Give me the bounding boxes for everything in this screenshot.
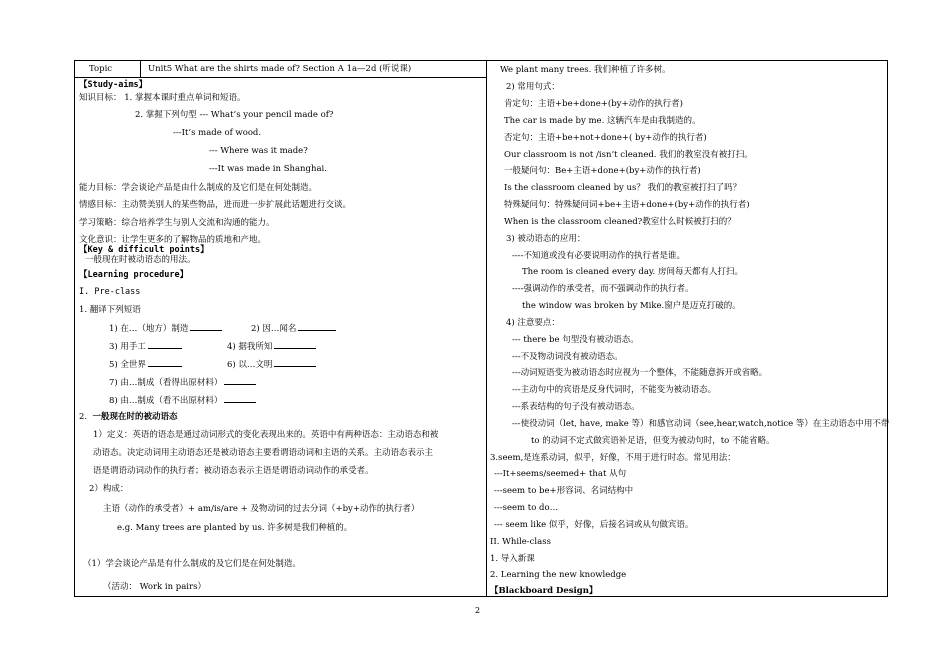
definition-line-2: 动语态。决定动词用主动语态还是被动语态主要看谓语动词和主语的关系。主动语态表示主 — [93, 448, 434, 458]
seem-usage-3: ---seem to do… — [494, 503, 559, 513]
usage-1: ----不知道或没有必要说明动作的执行者是谁。 — [512, 251, 685, 261]
ability-goal: 能力目标：学会谈论产品是由什么制成的及它们是在何处制造。 — [79, 183, 318, 193]
attention-1: --- there be 句型没有被动语态。 — [512, 335, 639, 345]
phrase-2: 2) 因…闻名 — [251, 321, 336, 335]
topic-row — [75, 61, 486, 78]
page-number: 2 — [475, 606, 481, 615]
special-question-form: 特殊疑问句：特殊疑问词+be+主语+done+(by+动作的执行者) — [504, 200, 750, 210]
form-heading: 2）构成： — [89, 484, 129, 494]
definition-line-1: 1）定义：英语的语态是通过动词形式的变化表现出来的。英语中有两种语态：主动语态和被 — [93, 430, 439, 440]
blackboard-design-heading: 【Blackboard Design】 — [490, 586, 598, 596]
phrase-3: 3) 用手工 — [109, 339, 182, 353]
phrase-7: 7) 由…制成（看得出原材料） — [109, 375, 256, 389]
sentence-1: ---It’s made of wood. — [173, 128, 262, 138]
phrase-5: 5) 全世界 — [109, 357, 182, 371]
attention-heading: 4) 注意要点： — [506, 318, 560, 328]
seem-usage-4: --- seem like 似乎，好像，后接名词或从句做宾语。 — [494, 520, 694, 530]
usage-2-example: the window was broken by Mike.窗户是迈克打破的。 — [522, 301, 741, 311]
activity-goal: （1）学会谈论产品是有什么制成的及它们是在何处制造。 — [83, 559, 301, 569]
general-question-form: 一般疑问句：Be+主语+done+(by+动作的执行者) — [504, 166, 701, 176]
attention-6-continued: to 的动词不定式做宾语补足语，但变为被动句时，to 不能省略。 — [531, 436, 775, 446]
usage-1-example: The room is cleaned every day. 房间每天都有人打扫。 — [522, 267, 743, 277]
phrase-6: 6) 以…文明 — [227, 357, 316, 371]
passive-heading: 2. 一般现在时的被动语态 — [79, 412, 178, 422]
column-divider — [486, 61, 487, 596]
key-points-heading: 【Key & difficult points】 — [79, 245, 209, 255]
general-question-example: Is the classroom cleaned by us？ 我们的教室被打扫了吗？ — [504, 183, 742, 193]
sentence-2: --- Where was it made? — [209, 146, 308, 156]
seem-heading: 3.seem,是连系动词，似乎，好像，不用于进行时态。常见用法： — [490, 453, 736, 463]
negative-example: Our classroom is not /isn’t cleaned. 我们的教室没有被打扫。 — [504, 150, 753, 160]
form-text: 主语（动作的承受者）+ am/is/are + 及物动词的过去分词（+by+动作的执行者） — [103, 504, 420, 514]
phrase-1: 1) 在…（地方）制造 — [109, 321, 222, 335]
seem-usage-1: ---It+seems/seemed+ that 从句 — [494, 469, 627, 479]
form-example: e.g. Many trees are planted by us. 许多树是我们种植的。 — [117, 523, 353, 533]
negative-form: 否定句：主语+be+not+done+( by+动作的执行者) — [504, 133, 707, 143]
emotion-goal: 情感目标：主动赞美别人的某些物品，进而进一步扩展此话题进行交谈。 — [79, 200, 352, 210]
usage-heading: 3) 被动语态的应用： — [506, 234, 586, 244]
culture-text: 文化意识：让学生更多的了解物品的质地和产地。 — [79, 235, 267, 245]
attention-2: ---不及物动词没有被动语态。 — [512, 352, 623, 362]
affirmative-form: 肯定句：主语+be+done+(by+动作的执行者) — [504, 99, 683, 109]
knowledge-goal-2: 2. 掌握下列句型 --- What’s your pencil made of? — [135, 110, 334, 120]
strategy-text: 学习策略：综合培养学生与别人交流和沟通的能力。 — [79, 218, 275, 228]
topic-label: Topic — [75, 61, 141, 78]
attention-4: ---主动句中的宾语是反身代词时，不能变为被动语态。 — [512, 385, 717, 395]
activity-note: （活动： Work in pairs） — [103, 582, 206, 592]
lead-in: 1. 导入新课 — [490, 554, 535, 564]
attention-5: ---系表结构的句子没有被动语态。 — [512, 402, 640, 412]
procedure-heading: 【Learning procedure】 — [79, 270, 189, 280]
phrase-4: 4) 据我所知 — [227, 339, 316, 353]
worksheet-table — [74, 60, 888, 597]
usage-2: ----强调动作的承受者，而不强调动作的执行者。 — [512, 284, 694, 294]
common-heading: 2) 常用句式： — [506, 82, 560, 92]
topic-title: Unit5 What are the shirts made of? Section A 1a—2d (听说课) — [148, 64, 412, 74]
learning-new-knowledge: 2. Learning the new knowledge — [490, 570, 627, 580]
while-class-heading: II. While-class — [490, 537, 551, 547]
sentence-3: ---It was made in Shanghai. — [209, 164, 327, 174]
translate-heading: 1. 翻译下列短语 — [79, 305, 141, 315]
right-example: We plant many trees. 我们种植了许多树。 — [500, 65, 671, 75]
attention-3: ---动词短语变为被动语态时应视为一个整体，不能随意拆开或省略。 — [512, 368, 768, 378]
definition-line-3: 语是谓语动词动作的执行者；被动语态表示主语是谓语动词动作的承受者。 — [93, 466, 374, 476]
affirmative-example: The car is made by me. 这辆汽车是由我制造的。 — [504, 116, 701, 126]
attention-6: ---使役动词（let, have, make 等）和感官动词（see,hear,watch,notice 等）在主动语态中用不带 — [512, 419, 890, 429]
knowledge-goal: 知识目标： 1. 掌握本课时重点单词和短语。 — [79, 93, 246, 103]
seem-usage-2: ---seem to be+形容词、名词结构中 — [494, 486, 634, 496]
special-question-example: When is the classroom cleaned?教室什么时候被打扫的？ — [504, 217, 736, 227]
preclass-heading: I. Pre-class — [79, 287, 141, 297]
key-points-text: 一般现在时被动语态的用法。 — [85, 255, 196, 265]
study-aims-heading: 【Study-aims】 — [79, 80, 148, 90]
phrase-8: 8) 由…制成（看不出原材料） — [109, 393, 256, 407]
